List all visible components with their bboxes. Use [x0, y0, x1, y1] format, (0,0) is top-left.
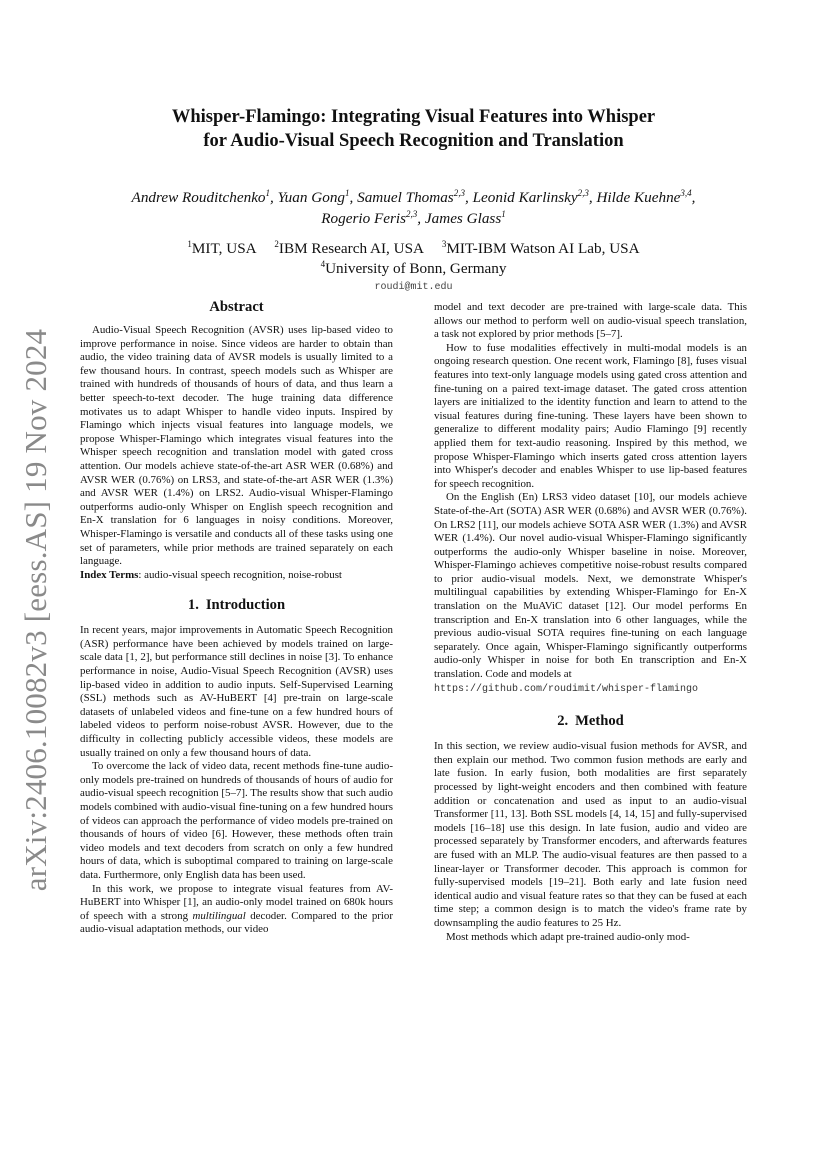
right-column — [434, 301, 747, 944]
method-paragraph: In this section, we review audio-visual fusion methods for AVSR, and then explain our method. Two common fusion methods are early and late fusion. In early fusion, both modalities are first separately processed by light-weight encoders and then combined with feature addition or concatenation and used as input to an audio-visual Transformer [11, 13]. Both SSL models [4, 14, 15] and fully-supervised models [16–18] use this design. In late fusion, audio and video are processed separately by Transformer encoders, and afterwards features are fused with an MLP. The audio-visual features are then passed to a linear-layer or Transformer decoder. This approach is common for fully-supervised models [19–21]. Both early and late fusion need identical audio and visual feature rates so that they can be fused at each time step; a common design is to match the video's frame rate by downsampling the audio features to 25 Hz. — [434, 740, 747, 929]
intro-paragraph: To overcome the lack of video data, recent methods fine-tune audio-only models pre-trained on hundreds of thousands of hours of audio for audio-visual speech recognition [5–7]. The results show that such audio models combined with audio-visual fine-tuning on a few hundred hours of videos can approach the performance of video models pre-trained on thousands of hours of video [6]. However, these methods often train video models and text decoders from scratch on only a few hundred hours of data, which is suboptimal compared to training on large-scale data. Furthermore, only English data has been used. — [80, 760, 393, 881]
author: Yuan Gong$^1$ — [277, 188, 350, 206]
method-heading: 2. Method — [557, 713, 624, 730]
code-link[interactable]: https://github.com/roudimit/whisper-flamingo — [434, 683, 699, 695]
intro-paragraph-continued: model and text decoder are pre-trained with large-scale data. This allows our method to perform well on audio-visual speech translation, a task not explored by prior methods [5–7]. — [434, 301, 747, 341]
method-paragraph: Most methods which adapt pre-trained audio-only mod- — [446, 930, 690, 943]
author: Andrew Rouditchenko$^1$ — [131, 188, 271, 206]
arxiv-identifier: arXiv:2406.10082v3 [eess.AS] 19 Nov 2024 — [18, 328, 53, 892]
intro-paragraph: In this work, we propose to integrate visual features from AV-HuBERT into Whisper [1], an audio-only model trained on 680k hours of speech with a strong multilingual decoder. Compared to the prior audio-visual adaptation methods, our video — [80, 882, 393, 936]
paper-title — [80, 105, 747, 153]
arxiv-watermark — [18, 328, 54, 892]
affiliations — [70, 239, 757, 279]
author: Rogerio Feris$^{2,3}$ — [321, 209, 418, 227]
left-column — [80, 298, 393, 937]
title-line-2: for Audio-Visual Speech Recognition and Translation — [203, 131, 624, 151]
intro-paragraph: On the English (En) LRS3 video dataset [10], our models achieve State-of-the-Art (SOTA) ASR WER (0.68%) and AVSR WER (0.76%). On LRS2 [11], our models achieve SOTA ASR WER (1.3%) and AVSR WER (1.4%). Our novel audio-visual Whisper-Flamingo significantly outperforms the audio-only Whisper baseline in noise. Moreover, Whisper-Flamingo achieves competitive noise-robust results compared to prior audio-visual models. Next, we demonstrate Whisper's multilingual capabilities by extending Whisper-Flamingo for En-X translation on the MuAViC dataset [12]. Our model performs En transcription and En-X translation into 6 other languages, while the previous audio-visual SOTA requires fine-tuning on each language separately. Once again, Whisper-Flamingo significantly outperforms audio-only Whisper in noise for both En transcription and En-X translation. Code and models at https://github.com/roudimit/whisper-flamingo — [434, 491, 747, 695]
affiliation: $^4$University of Bonn, Germany — [320, 259, 507, 277]
author: James Glass$^1$ — [424, 209, 506, 227]
author-list: Andrew Rouditchenko$^1$, Yuan Gong$^1$, Samuel Thomas$^{2,3}$, Leonid Karlinsky$^{2,3}$, Hilde Kuehne$^{3,4}$, Rogerio Feris$^{2,3}$, James Glass$^1$ — [131, 188, 696, 227]
contact-email: roudi@mit.edu — [374, 282, 453, 293]
abstract-heading: Abstract — [209, 299, 264, 315]
intro-paragraph: How to fuse modalities effectively in multi-modal models is an ongoing research question. One recent work, Flamingo [8], fuses visual features into text-only language models using gated cross attention and fine-tuning on a paired text-image dataset. The gated cross attention layers are initialized to the identity function and learn to attend to the visual features during fine-tuning. These layers have been shown to generalize to different modality pairs; Audio Flamingo [9] recently applied them for text-audio reasoning. Inspired by this method, we propose Whisper-Flamingo which inserts gated cross attention layers into Whisper's decoder and enables Whisper to use lip-based features for speech recognition. — [434, 341, 747, 490]
intro-heading: 1. Introduction — [187, 597, 286, 614]
abstract-text: Audio-Visual Speech Recognition (AVSR) uses lip-based video to improve performance in noise. Since videos are harder to obtain than audio, the video training data of AVSR models is usually limited to a few thousand hours. In contrast, speech models such as Whisper are trained with hundreds of thousands of hours of data, and thus learn a better speech-to-text decoder. The huge training data difference motivates us to adapt Whisper to handle video inputs. Inspired by Flamingo which injects visual features into language models, we propose Whisper-Flamingo which integrates visual features into the Whisper speech recognition and translation model with gated cross attention. Our models achieve state-of-the-art ASR WER (0.68%) and AVSR WER (0.76%) on LRS3, and state-of-the-art ASR WER (1.3%) and AVSR WER (1.4%) on LRS2. Audio-visual Whisper-Flamingo outperforms audio-only Whisper on English speech recognition and En-X translation for 6 languages in noisy conditions. Moreover, Whisper-Flamingo is versatile and conducts all of these tasks using one set of parameters, while prior methods are trained separately on each language. — [80, 324, 393, 568]
author: Samuel Thomas$^{2,3}$ — [357, 188, 465, 206]
title-line-1: Whisper-Flamingo: Integrating Visual Features into Whisper — [171, 107, 656, 127]
intro-paragraph: In recent years, major improvements in Automatic Speech Recognition (ASR) performance have been achieved by models trained on large-scale data [1, 2], but performance still declines in noise [3]. To enhance performance in noise, Audio-Visual Speech Recognition (AVSR) uses lip-based video in addition to audio inputs. Self-Supervised Learning (SSL) methods such as AV-HuBERT [4] pre-train on large-scale datasets of unlabeled videos and fine-tune on a few hundred hours of labeled videos to perform noise-robust AVSR. However, due to the difficulty in collecting publicly accessible videos, these models are usually trained on only a few thousand hours of data. — [80, 624, 393, 759]
affiliation: $^1$MIT, USA — [187, 239, 257, 257]
author: Leonid Karlinsky$^{2,3}$ — [472, 188, 589, 206]
author: Hilde Kuehne$^{3,4}$ — [596, 188, 692, 206]
index-terms: Index Terms: audio-visual speech recognition, noise-robust — [80, 568, 342, 581]
affiliation: $^2$IBM Research AI, USA — [274, 239, 425, 257]
affiliation: $^3$MIT-IBM Watson AI Lab, USA — [441, 239, 640, 257]
